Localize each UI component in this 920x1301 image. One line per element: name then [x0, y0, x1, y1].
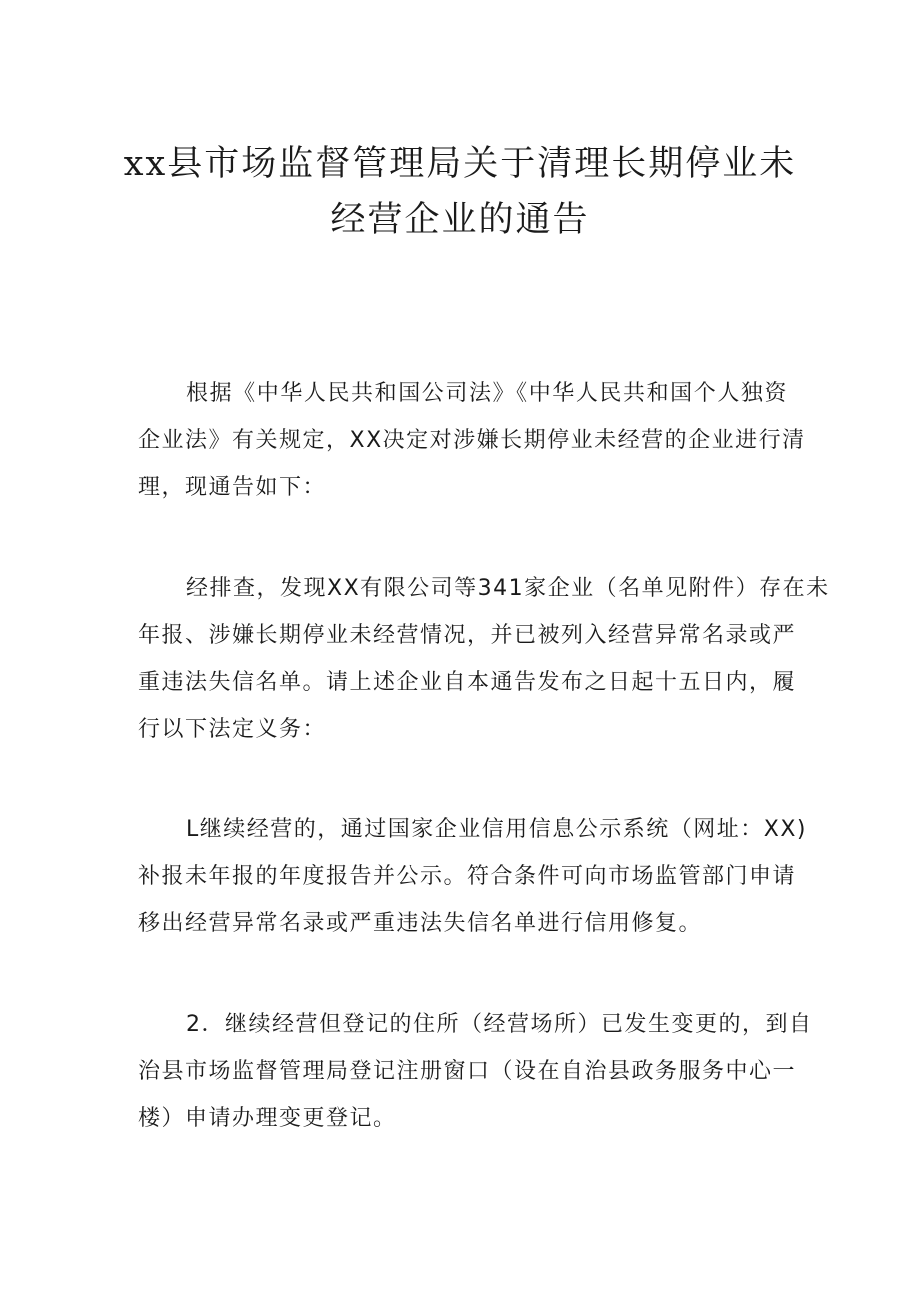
paragraph-line: 治县市场监督管理局登记注册窗口（设在自治县政务服务中心一 [138, 1059, 797, 1084]
paragraph-line: 楼）申请办理变更登记。 [138, 1106, 397, 1131]
paragraph-line: 理，现通告如下： [138, 475, 327, 500]
document-title-line-1: xx县市场监督管理局关于清理长期停业未 [123, 144, 797, 184]
paragraph-line: 根据《中华人民共和国公司法》《中华人民共和国个人独资 [186, 381, 788, 406]
paragraph-item-2 [138, 1001, 813, 1142]
paragraph-line: 移出经营异常名录或严重违法失信名单进行信用修复。 [138, 911, 703, 936]
paragraph-line: 经排查，发现XX有限公司等341家企业（名单见附件）存在未 [186, 576, 830, 601]
paragraph-line: 行以下法定义务： [138, 717, 327, 742]
paragraph-line: 企业法》有关规定，XX决定对涉嫌长期停业未经营的企业进行清 [138, 428, 806, 453]
paragraph-line: L继续经营的，通过国家企业信用信息公示系统（网址：XX) [186, 817, 807, 842]
document-title-line-2: 经营企业的通告 [330, 200, 590, 240]
paragraph-line: 年报、涉嫌长期停业未经营情况，并已被列入经营异常名录或严 [138, 623, 797, 648]
paragraph-line: 重违法失信名单。请上述企业自本通告发布之日起十五日内，履 [138, 670, 797, 695]
paragraph-line: 2．继续经营但登记的住所（经营场所）已发生变更的，到自 [186, 1012, 813, 1037]
paragraph-item-1 [138, 806, 807, 947]
paragraph-investigation [138, 565, 830, 753]
paragraph-line: 补报未年报的年度报告并公示。符合条件可向市场监管部门申请 [138, 864, 797, 889]
paragraph-legal-basis [138, 370, 806, 511]
